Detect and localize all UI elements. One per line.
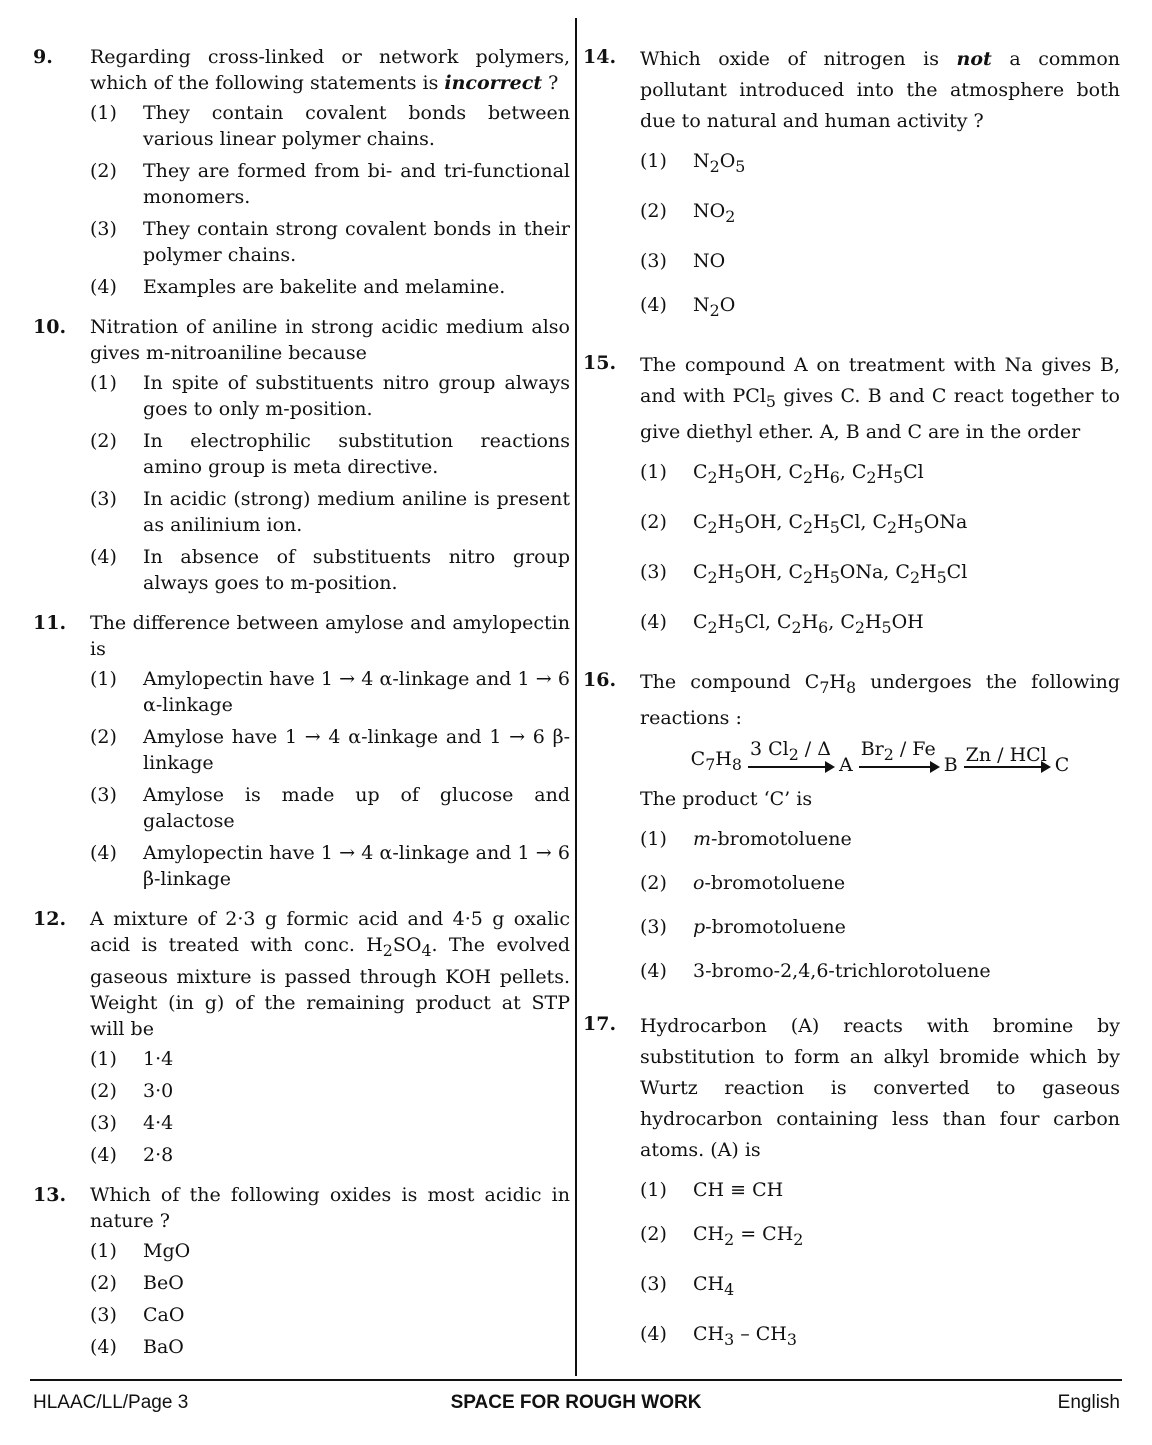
option-text: 4·4 [143, 1111, 174, 1134]
option-label: (2) [640, 1222, 667, 1245]
option-label: (1) [90, 1047, 117, 1070]
option-text: They contain strong covalent bonds in their polymer chains. [143, 218, 570, 266]
question-number: 11. [33, 612, 67, 634]
option-text: CH ≡ CH [693, 1178, 784, 1201]
option-text: 1·4 [143, 1047, 174, 1070]
option-label: (1) [90, 668, 117, 690]
option-label: (4) [90, 546, 117, 568]
option-1 [90, 1046, 570, 1072]
option-3 [90, 1302, 570, 1328]
question-number: 17. [583, 1012, 617, 1035]
question-15 [583, 350, 1120, 641]
product: C [1054, 753, 1070, 776]
question-11 [33, 610, 570, 892]
option-4 [640, 291, 1120, 325]
option-2 [640, 869, 1120, 897]
option-label: (1) [90, 102, 117, 124]
options-list [90, 1046, 570, 1168]
option-label: (2) [640, 871, 667, 894]
options-list [640, 1176, 1120, 1353]
option-text: In electrophilic substitution reactions amino group is meta directive. [143, 430, 570, 478]
option-text: 3·0 [143, 1079, 174, 1102]
option-text: $C_2H_5OH$, $C_2H_6$, $C_2H_5Cl$ [693, 461, 924, 487]
option-3 [90, 782, 570, 834]
option-3 [90, 1110, 570, 1136]
language-label: English [1057, 1392, 1120, 1413]
option-text: $CH_3 - CH_3$ [693, 1322, 797, 1349]
column-divider [575, 18, 577, 1376]
option-4 [640, 1320, 1120, 1354]
option-text: m-bromotoluene [693, 827, 852, 850]
question-number: 12. [33, 908, 67, 930]
options-list [90, 1238, 570, 1360]
option-text: $NO_2$ [693, 199, 736, 226]
question-number: 10. [33, 316, 67, 338]
reagent-label: 3 $Cl_2$ / Δ [749, 738, 831, 764]
rough-work-label: SPACE FOR ROUGH WORK [450, 1392, 702, 1413]
option-label: (3) [640, 1272, 667, 1295]
option-1 [90, 666, 570, 718]
question-text: Regarding cross-linked or network polymers, which of the following statements is incorrect ? [90, 46, 570, 94]
question-12 [33, 906, 570, 1168]
option-label: (4) [90, 276, 117, 298]
option-3 [640, 913, 1120, 941]
option-label: (2) [90, 1079, 117, 1102]
footer-rule [30, 1379, 1122, 1381]
reaction-scheme [640, 738, 1120, 778]
option-2 [90, 1270, 570, 1296]
option-text: 3-bromo-2,4,6-trichlorotoluene [693, 959, 991, 982]
option-label: (4) [640, 959, 667, 982]
option-3 [90, 486, 570, 538]
question-14 [583, 44, 1120, 324]
option-text: Amylopectin have 1 → 4 α-linkage and 1 → 6 α-linkage [143, 668, 570, 716]
option-label: (1) [90, 372, 117, 394]
option-text: 2·8 [143, 1143, 174, 1166]
option-text: CaO [143, 1303, 185, 1326]
option-label: (2) [90, 430, 117, 452]
option-text: Amylose is made up of glucose and galactose [143, 784, 570, 832]
option-3 [90, 216, 570, 268]
option-label: (4) [640, 1322, 667, 1345]
option-4 [90, 1334, 570, 1360]
option-2 [90, 158, 570, 210]
option-label: (2) [640, 199, 667, 222]
option-2 [90, 428, 570, 480]
option-label: (3) [90, 1303, 117, 1326]
option-label: (1) [640, 150, 667, 172]
option-label: (2) [90, 1271, 117, 1294]
option-4 [90, 274, 570, 300]
option-text: $N_2O_5$ [693, 150, 746, 176]
option-text: In spite of substituents nitro group always goes to only m-position. [143, 372, 570, 420]
option-label: (3) [90, 1111, 117, 1134]
option-text: Amylopectin have 1 → 4 α-linkage and 1 → 6 β-linkage [143, 842, 570, 890]
question-9 [33, 44, 570, 300]
reactant: $C_7H_8$ [690, 748, 742, 774]
option-4 [640, 957, 1120, 985]
option-text: NO [693, 249, 726, 272]
option-3 [640, 1270, 1120, 1304]
question-text: The compound A on treatment with Na gives B, and with PCl$_5$ gives C. B and C react together to give diethyl ether. A, B and C are in the order [640, 354, 1120, 444]
reagent-label: $Br_2$ / Fe [860, 738, 936, 764]
option-text: They are formed from bi- and tri-functional monomers. [143, 160, 570, 208]
option-label: (3) [90, 488, 117, 510]
option-text: $CH_4$ [693, 1272, 735, 1299]
option-4 [640, 608, 1120, 642]
option-text: $N_2O$ [693, 293, 736, 320]
option-label: (3) [90, 784, 117, 806]
option-text: In acidic (strong) medium aniline is present as anilinium ion. [143, 488, 570, 536]
option-1 [640, 1176, 1120, 1204]
option-4 [90, 544, 570, 596]
option-label: (1) [640, 827, 667, 850]
question-text: Which of the following oxides is most acidic in nature ? [90, 1183, 570, 1232]
reaction-arrow [964, 744, 1049, 778]
options-list [90, 100, 570, 300]
question-16 [583, 667, 1120, 985]
option-text: BaO [143, 1335, 184, 1358]
question-number: 13. [33, 1183, 67, 1206]
option-text: In absence of substituents nitro group always goes to m-position. [143, 546, 570, 594]
arrow-icon [964, 766, 1049, 768]
option-1 [90, 370, 570, 422]
option-label: (2) [640, 510, 667, 533]
option-4 [90, 1142, 570, 1168]
option-1 [90, 1238, 570, 1264]
product: A [838, 753, 853, 776]
reaction-arrow [748, 738, 833, 778]
option-text: They contain covalent bonds between various linear polymer chains. [143, 102, 570, 150]
question-number: 14. [583, 46, 617, 68]
options-list [640, 147, 1120, 324]
product: B [943, 753, 958, 776]
question-text: Nitration of aniline in strong acidic medium also gives m-nitroaniline because [90, 316, 570, 364]
option-3 [640, 247, 1120, 275]
question-text: The compound $C_7H_8$ undergoes the following reactions : [640, 671, 1120, 730]
option-text: $CH_2 = CH_2$ [693, 1222, 804, 1249]
option-text: Amylose have 1 → 4 α-linkage and 1 → 6 β-linkage [143, 726, 570, 774]
option-label: (2) [90, 160, 117, 182]
right-column [583, 44, 1120, 1379]
question-number: 9. [33, 46, 53, 68]
question-17 [583, 1011, 1120, 1353]
question-number: 15. [583, 352, 617, 375]
question-text: Which oxide of nitrogen is not a common pollutant introduced into the atmosphere both due to natural and human activity ? [640, 48, 1120, 132]
option-label: (3) [640, 560, 667, 583]
option-text: $C_2H_5Cl$, $C_2H_6$, $C_2H_5OH$ [693, 610, 924, 637]
option-text: Examples are bakelite and melamine. [143, 276, 506, 298]
option-label: (4) [90, 1335, 117, 1358]
option-2 [640, 1220, 1120, 1254]
question-13 [33, 1182, 570, 1360]
option-2 [640, 197, 1120, 231]
reagent-label: Zn / HCl [965, 743, 1047, 766]
option-2 [90, 1078, 570, 1104]
options-list [90, 370, 570, 596]
option-label: (4) [90, 1143, 117, 1166]
option-text: $C_2H_5OH$, $C_2H_5Cl$, $C_2H_5ONa$ [693, 510, 968, 537]
option-label: (3) [90, 218, 117, 240]
arrow-icon [748, 766, 833, 768]
option-label: (1) [90, 1239, 117, 1262]
option-1 [90, 100, 570, 152]
question-text: A mixture of 2·3 g formic acid and 4·5 g oxalic acid is treated with conc. $H_2SO_4$. The evolved gaseous mixture is passed through KOH pellets. Weight (in g) of the remaining product at STP will be [90, 908, 570, 1040]
option-2 [90, 724, 570, 776]
option-text: MgO [143, 1239, 191, 1262]
option-text: BeO [143, 1271, 184, 1294]
option-2 [640, 508, 1120, 542]
options-list [640, 458, 1120, 641]
option-3 [640, 558, 1120, 592]
option-label: (3) [640, 249, 667, 272]
option-text: o-bromotoluene [693, 871, 846, 894]
option-1 [640, 147, 1120, 181]
option-label: (3) [640, 915, 667, 938]
option-label: (2) [90, 726, 117, 748]
reaction-arrow [859, 738, 938, 778]
question-10 [33, 314, 570, 596]
option-4 [90, 840, 570, 892]
question-text: Hydrocarbon (A) reacts with bromine by substitution to form an alkyl bromide which by Wurtz reaction is converted to gaseous hydrocarbon containing less than four carbon atoms. (A) is [640, 1014, 1120, 1161]
question-text: The difference between amylose and amylopectin is [90, 612, 570, 660]
option-1 [640, 825, 1120, 853]
option-label: (1) [640, 1178, 667, 1201]
option-1 [640, 458, 1120, 492]
question-prompt: The product ‘C’ is [640, 787, 813, 810]
option-label: (4) [640, 610, 667, 633]
option-text: p-bromotoluene [693, 915, 846, 938]
option-label: (4) [90, 842, 117, 864]
page-code: HLAAC/LL/Page 3 [33, 1392, 189, 1413]
option-label: (4) [640, 293, 667, 316]
option-label: (1) [640, 461, 667, 484]
question-number: 16. [583, 669, 617, 692]
options-list [640, 825, 1120, 985]
options-list [90, 666, 570, 892]
arrow-icon [859, 766, 938, 768]
left-column [33, 44, 570, 1374]
option-text: $C_2H_5OH$, $C_2H_5ONa$, $C_2H_5Cl$ [693, 560, 968, 587]
